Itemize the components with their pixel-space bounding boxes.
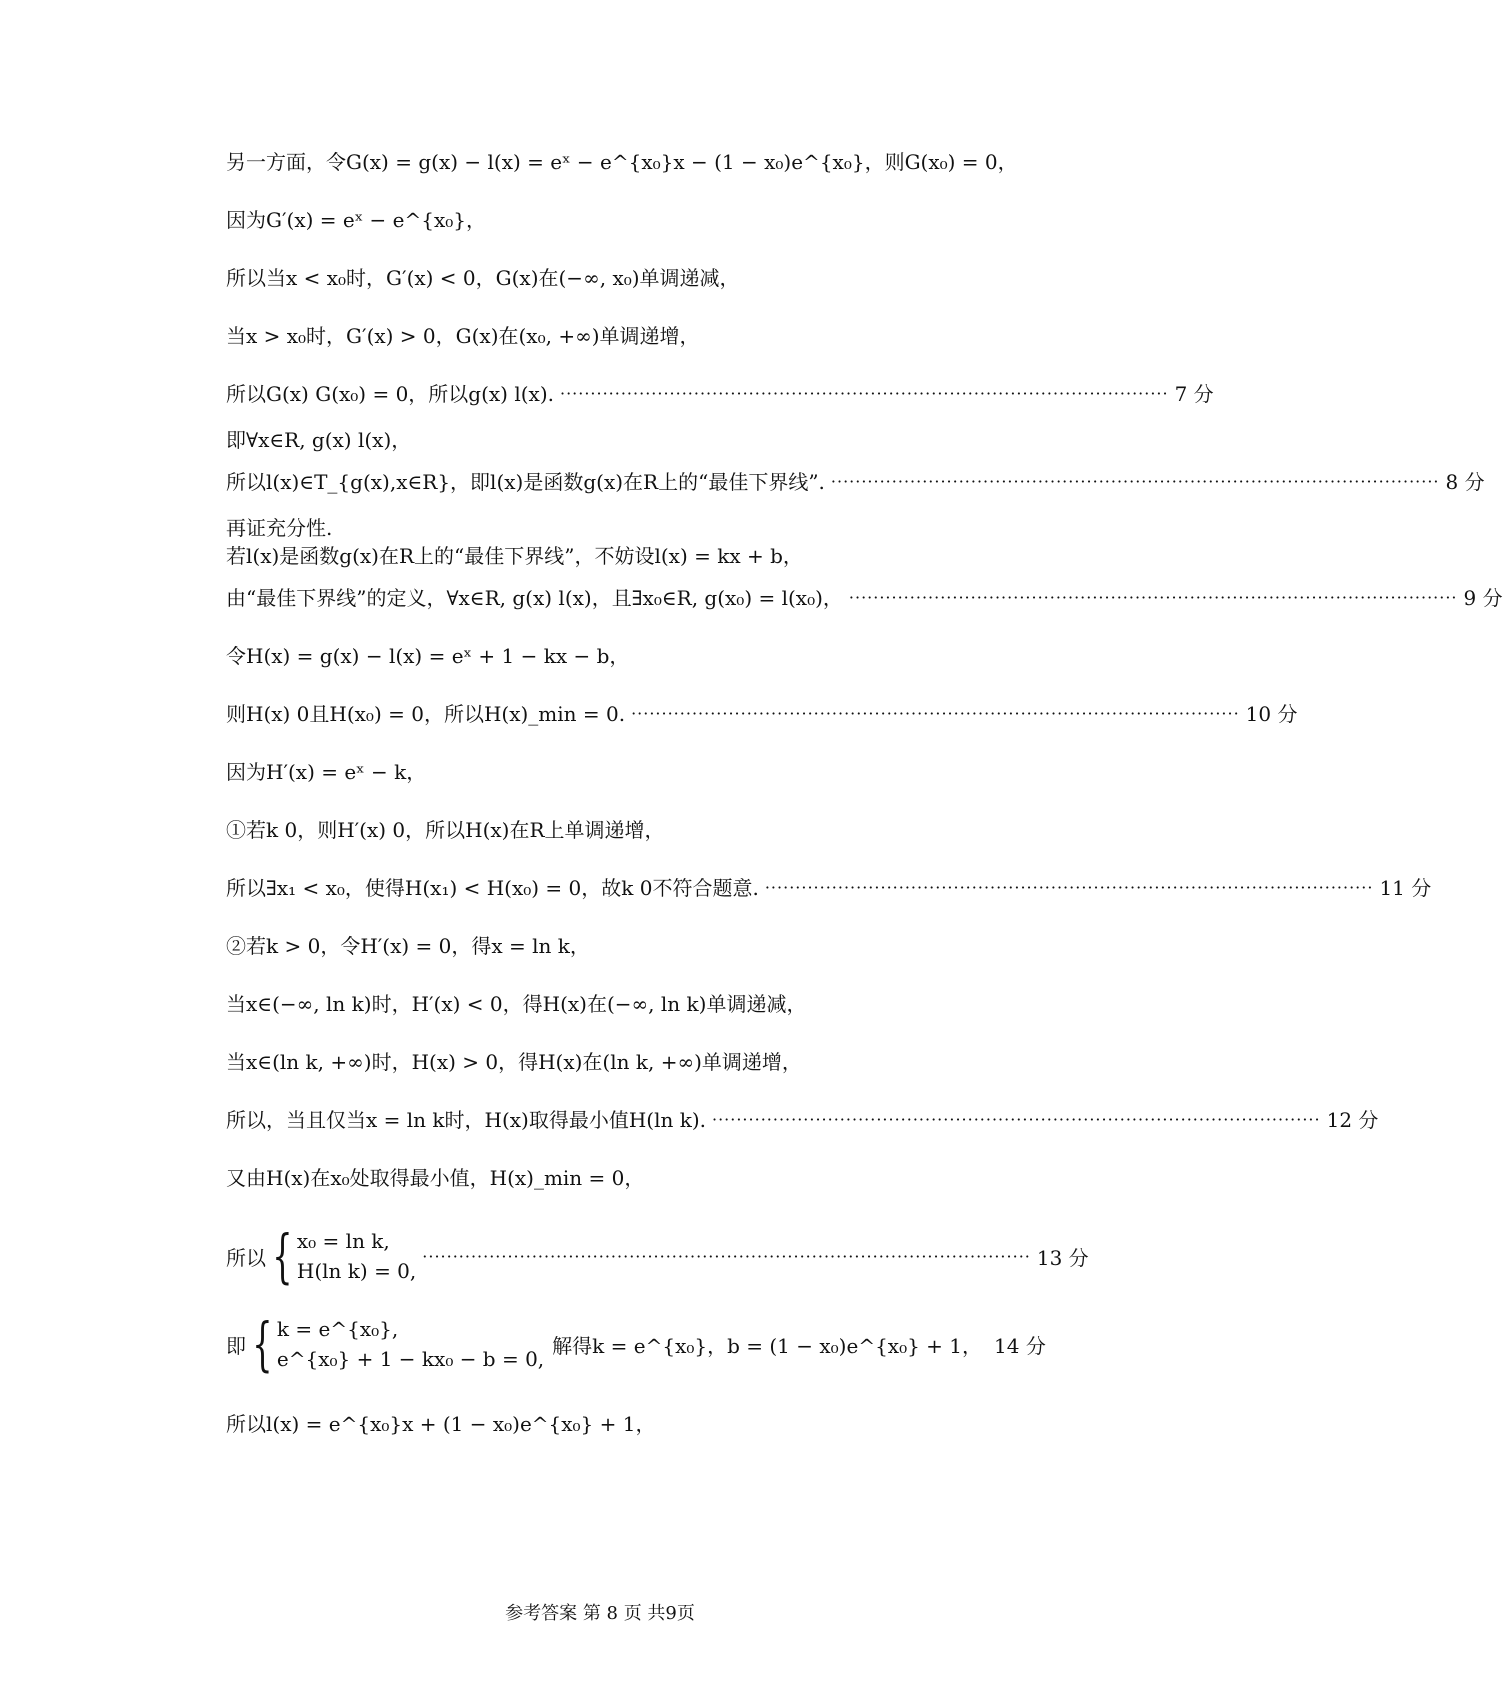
leader-dots: ···································································································· — [764, 878, 1374, 897]
line-text: 因为H′(x) = eˣ − k， — [226, 760, 427, 784]
system-row: k = e^{x₀}, — [276, 1317, 399, 1341]
text-line — [226, 264, 986, 292]
text-line — [226, 816, 986, 844]
score-mark: 9 分 — [1463, 586, 1503, 610]
line-text: 因为G′(x) = eˣ − e^{x₀}， — [226, 208, 486, 232]
system-prefix: 所以 — [226, 1245, 266, 1270]
score-mark: 12 分 — [1326, 1108, 1379, 1132]
line-text: 所以G(x) G(x₀) = 0，所以g(x) l(x). — [226, 382, 554, 406]
text-line — [226, 426, 986, 454]
score-mark: 8 分 — [1445, 470, 1485, 494]
text-line — [226, 322, 986, 350]
text-line — [226, 1164, 986, 1192]
line-text: 则H(x) 0且H(x₀) = 0，所以H(x)_min = 0. — [226, 702, 626, 726]
line-text: 又由H(x)在x₀处取得最小值，H(x)_min = 0， — [226, 1166, 645, 1190]
system-row: x₀ = ln k, — [296, 1229, 390, 1253]
system-prefix: 即 — [226, 1333, 246, 1358]
page-footer: 参考答案 第 8 页 共9页 — [505, 1603, 695, 1624]
text-line-scored — [226, 874, 1432, 902]
line-text: 若l(x)是函数g(x)在R上的“最佳下界线”，不妨设l(x) = kx + b， — [226, 544, 803, 568]
equation-system — [226, 1310, 1046, 1378]
text-line-scored — [226, 380, 1214, 408]
text-line — [226, 758, 986, 786]
score-mark: 11 分 — [1379, 876, 1432, 900]
line-text: ②若k > 0，令H′(x) = 0，得x = ln k， — [226, 934, 590, 958]
line-text: 令H(x) = g(x) − l(x) = eˣ + 1 − kx − b， — [226, 644, 630, 668]
leader-dots: ···································································································· — [830, 472, 1440, 491]
leader-dots: ···································································································· — [712, 1110, 1321, 1129]
text-line — [226, 990, 986, 1018]
leader-dots: ···································································································· — [848, 588, 1458, 607]
text-line — [226, 1048, 986, 1076]
system-rows — [297, 1226, 416, 1286]
text-line — [226, 932, 986, 960]
system-rows — [277, 1314, 544, 1374]
line-text: 再证充分性. — [226, 516, 333, 540]
line-text: 当x∈(ln k, +∞)时，H(x) > 0，得H(x)在(ln k, +∞)单调递增， — [226, 1050, 802, 1074]
score-mark: 7 分 — [1174, 382, 1214, 406]
leader-dots: ···································································································· — [631, 704, 1240, 723]
score-mark: 14 分 — [994, 1333, 1046, 1358]
equation-system — [226, 1222, 1089, 1290]
text-line — [226, 542, 986, 570]
line-text: 即∀x∈R, g(x) l(x)， — [226, 428, 412, 452]
text-line — [226, 514, 986, 542]
text-line-scored — [226, 1106, 1379, 1134]
line-text: ①若k 0，则H′(x) 0，所以H(x)在R上单调递增， — [226, 818, 665, 842]
score-mark: 10 分 — [1245, 702, 1298, 726]
text-line — [226, 148, 1018, 176]
leader-dots: ···································································································· — [422, 1246, 1031, 1266]
system-row: e^{x₀} + 1 − kx₀ − b = 0, — [276, 1347, 545, 1371]
text-line — [226, 1410, 986, 1438]
system-solution: 解得k = e^{x₀}，b = (1 − x₀)e^{x₀} + 1， — [552, 1333, 983, 1358]
score-mark: 13 分 — [1036, 1245, 1089, 1270]
text-line — [226, 206, 986, 234]
text-line-scored — [226, 700, 1298, 728]
line-text: 当x∈(−∞, ln k)时，H′(x) < 0，得H(x)在(−∞, ln k)单调递减， — [226, 992, 807, 1016]
line-text: 当x > x₀时，G′(x) > 0，G(x)在(x₀, +∞)单调递增， — [226, 324, 700, 348]
text-line-scored — [226, 468, 1485, 496]
left-brace: { — [252, 1310, 273, 1378]
text-line — [226, 642, 986, 670]
leader-dots: ···································································································· — [559, 384, 1169, 403]
text-line-scored — [226, 584, 1503, 612]
line-text: 所以∃x₁ < x₀，使得H(x₁) < H(x₀) = 0，故k 0不符合题意. — [226, 876, 759, 900]
line-text: 所以当x < x₀时，G′(x) < 0，G(x)在(−∞, x₀)单调递减， — [226, 266, 740, 290]
system-row: H(ln k) = 0, — [296, 1259, 417, 1283]
line-text: 所以l(x) = e^{x₀}x + (1 − x₀)e^{x₀} + 1， — [226, 1412, 656, 1436]
line-text: 所以l(x)∈T_{g(x),x∈R}，即l(x)是函数g(x)在R上的“最佳下界线”. — [226, 470, 825, 494]
line-text: 所以，当且仅当x = ln k时，H(x)取得最小值H(ln k). — [226, 1108, 706, 1132]
left-brace: { — [272, 1222, 293, 1290]
line-text: 由“最佳下界线”的定义，∀x∈R, g(x) l(x)，且∃x₀∈R, g(x₀) = l(x₀)， — [226, 586, 843, 610]
line-text: 另一方面，令G(x) = g(x) − l(x) = eˣ − e^{x₀}x − (1 − x₀)e^{x₀}，则G(x₀) = 0， — [226, 150, 1018, 174]
